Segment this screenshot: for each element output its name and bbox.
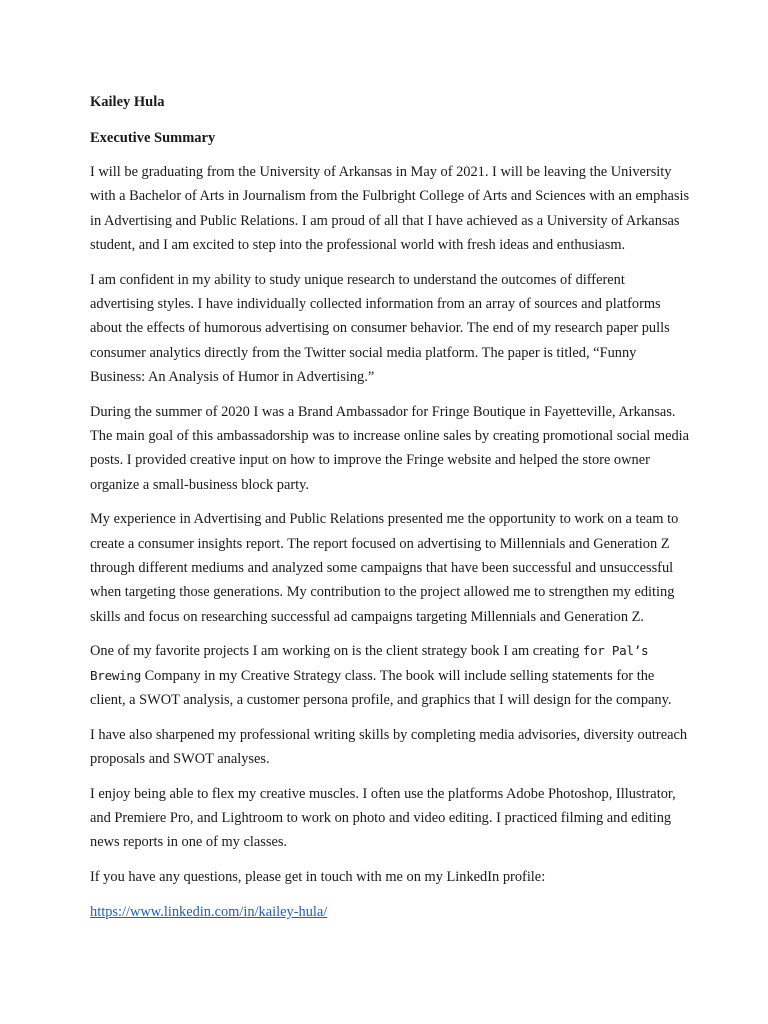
paragraph-contact: If you have any questions, please get in touch with me on my LinkedIn profile: — [90, 869, 546, 886]
section-heading: Executive Summary — [90, 130, 216, 146]
paragraph-client-strategy — [90, 639, 690, 712]
document-page — [90, 90, 690, 924]
author-name: Kailey Hula — [90, 94, 165, 110]
paragraph-brand-ambassador: During the summer of 2020 I was a Brand Ambassador for Fringe Boutique in Fayetteville, Arkansas. The main goal of this ambassadorship was to increase online sales by creating promotional social media posts. I provided creative input on how to improve the Fringe website and helped the store owner organize a small-business block party. — [90, 403, 690, 493]
client-name-monospace: for Pal’s Brewing — [90, 643, 649, 683]
paragraph-research: I am confident in my ability to study unique research to understand the outcomes of different advertising styles. I have individually collected information from an array of sources and platforms about the effects of humorous advertising on consumer behavior. The end of my research paper pulls consumer analytics directly from the Twitter social media platform. The paper is titled, “Funny Business: An Analysis of Humor in Advertising.” — [90, 271, 670, 385]
linkedin-profile-link[interactable]: https://www.linkedin.com/in/kailey-hula/ — [90, 904, 328, 921]
paragraph-client-strategy-end: Company in my Creative Strategy class. The book will include selling statements for the client, a SWOT analysis, a customer persona profile, and graphics that I will design for the company. — [90, 667, 672, 708]
paragraph-client-strategy-start: One of my favorite projects I am working on is the client strategy book I am creating — [90, 643, 583, 660]
paragraph-writing-skills: I have also sharpened my professional writing skills by completing media advisories, diversity outreach proposals and SWOT analyses. — [90, 726, 688, 768]
paragraph-education: I will be graduating from the University of Arkansas in May of 2021. I will be leaving the University with a Bachelor of Arts in Journalism from the Fulbright College of Arts and Sciences with an emphasis in Advertising and Public Relations. I am proud of all that I have achieved as a University of Arkansas student, and I am excited to step into the professional world with fresh ideas and enthusiasm. — [90, 164, 690, 253]
paragraph-creative-tools: I enjoy being able to flex my creative muscles. I often use the platforms Adobe Photoshop, Illustrator, and Premiere Pro, and Lightroom to work on photo and video editing. I practiced filming and editing news reports in one of my classes. — [90, 785, 676, 851]
paragraph-consumer-insights: My experience in Advertising and Public Relations presented me the opportunity to work on a team to create a consumer insights report. The report focused on advertising to Millennials and Generation Z through different mediums and analyzed some campaigns that have been successful and unsuccessful when targeting those generations. My contribution to the project allowed me to strengthen my editing skills and focus on researching successful ad campaigns targeting Millennials and Generation Z. — [90, 511, 679, 625]
